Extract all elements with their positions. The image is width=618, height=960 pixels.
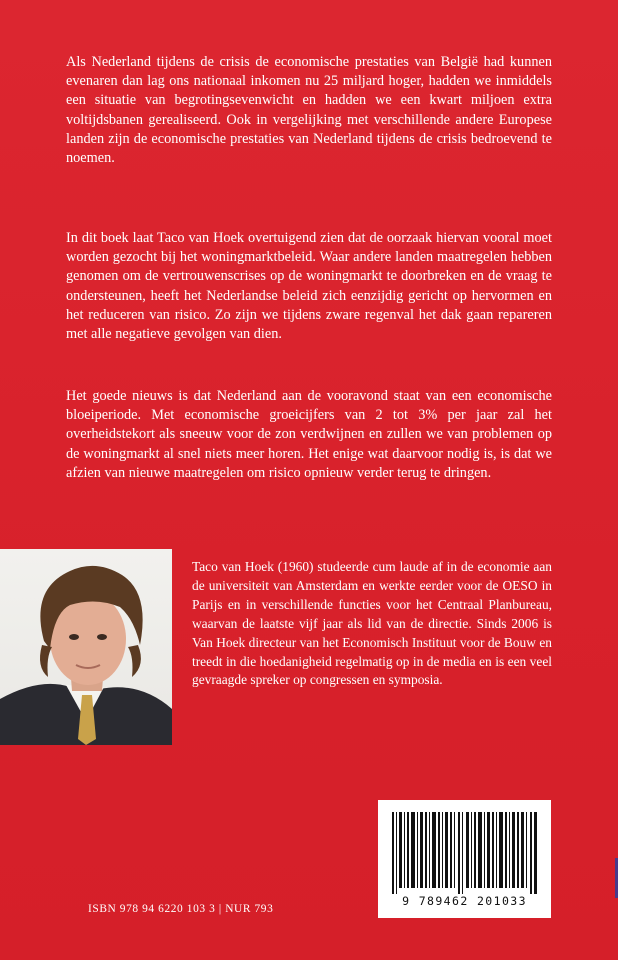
isbn-line: ISBN 978 94 6220 103 3 | NUR 793 — [88, 903, 274, 915]
barcode — [378, 800, 551, 918]
barcode-number: 9 789462 201033 — [402, 894, 527, 908]
author-photo — [0, 549, 172, 745]
blurb-paragraph-2: In dit boek laat Taco van Hoek overtuigend zien dat de oorzaak hiervan vooral moet worden gezocht bij het woningmarktbeleid. Waar andere landen maatregelen hebben genomen om de vertrouwenscrises op de woningmarkt te doorbreken en de vraag te ondersteunen, heeft het Nederlandse beleid zich eenzijdig gericht op hervormen en het reduceren van risico. Zo zijn we tijdens zware regenval het dak gaan repareren met alle negatieve gevolgen van dien. — [66, 230, 552, 343]
barcode-icon — [392, 812, 537, 894]
author-portrait-icon — [0, 549, 172, 745]
author-bio: Taco van Hoek (1960) studeerde cum laude af in de economie aan de universiteit van Amsterdam en werkte eerder voor de OESO in Parijs en in verschillende functies voor het Centraal Planbureau, waarvan de laatste vijf jaar als lid van de directie. Sinds 2006 is Van Hoek directeur van het Economisch Instituut voor de Bouw en treedt in die hoedanigheid regelmatig op in de media en is een veel gevraagde spreker op congressen en symposia. — [192, 559, 552, 688]
blurb-paragraph-1: Als Nederland tijdens de crisis de economische prestaties van België had kunnen evenaren dan lag ons nationaal inkomen nu 25 miljard hoger, hadden we inmiddels een situatie van begrotingsevenwicht en hadden we een kwart miljoen extra voltijdsbanen gerealiseerd. Ook in vergelijking met verschillende andere Europese landen zijn de economische prestaties van Nederland tijdens de crisis bedroevend te noemen. — [66, 54, 552, 167]
blurb-paragraph-3: Het goede nieuws is dat Nederland aan de vooravond staat van een economische bloeiperiode. Met economische groeicijfers van 2 tot 3% per jaar zal het overheidstekort als sneeuw voor de zon verdwijnen en zullen we van problemen op de woningmarkt al snel niets meer horen. Het enige wat daarvoor nodig is, is dat we afzien van nieuwe maatregelen om risico opnieuw verder terug te dringen. — [66, 388, 552, 481]
